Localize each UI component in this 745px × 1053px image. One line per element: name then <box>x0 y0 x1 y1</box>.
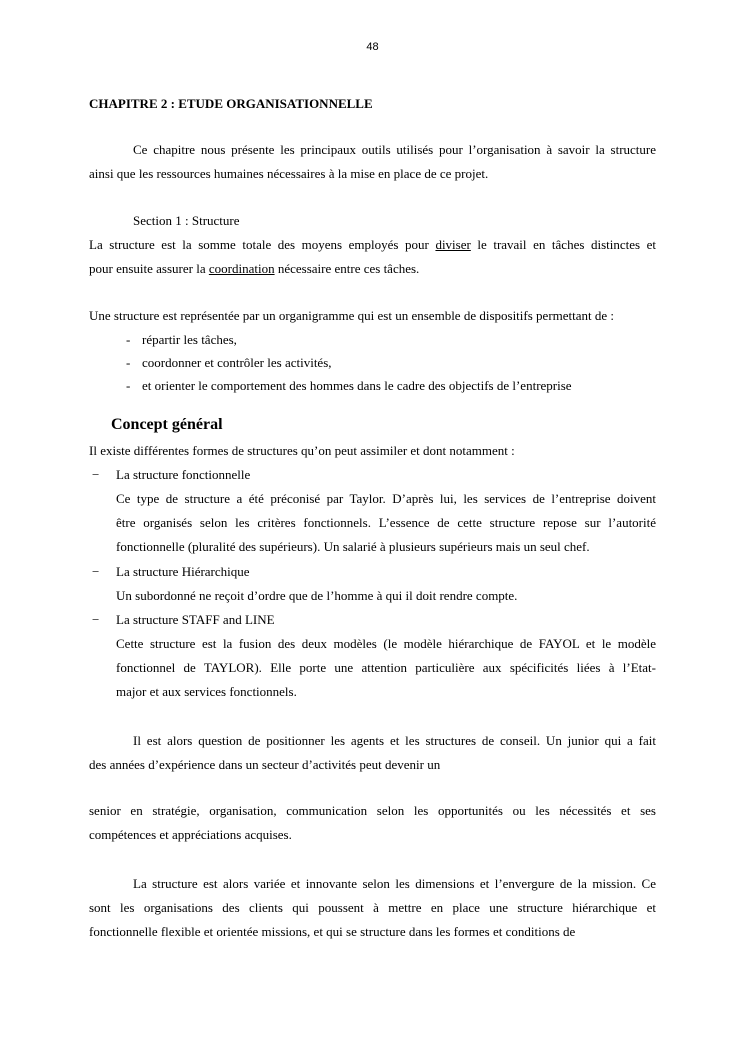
definition-text-b: le travail en tâches distinctes et <box>477 237 656 252</box>
agents-line-1: Il est alors question de positionner les agents et les structures de conseil. Un junior qui a fait <box>133 733 656 748</box>
underlined-term-diviser: diviser <box>435 237 471 252</box>
list-item: coordonner et contrôler les activités, <box>142 355 332 370</box>
definition-line-1 <box>89 237 656 253</box>
structure-description-line: fonctionnelle (pluralité des supérieurs). Un salarié à plusieurs supérieurs mais un seul chef. <box>116 539 590 554</box>
agents-line-2: des années d’expérience dans un secteur d’activités peut devenir un <box>89 757 441 772</box>
list-marker: - <box>126 355 131 370</box>
bullet-marker: − <box>92 467 100 482</box>
intro-line-2: ainsi que les ressources humaines nécessaires à la mise en place de ce projet. <box>89 166 489 181</box>
structure-type-title: La structure STAFF and LINE <box>116 612 275 627</box>
structure-description-line: Ce type de structure a été préconisé par Taylor. D’après lui, les services de l’entreprise doivent <box>116 491 656 506</box>
definition-text-a: La structure est la somme totale des moyens employés pour <box>89 237 429 252</box>
structure-description-line: fonctionnel de TAYLOR). Elle porte une attention particulière aux spécificités liées à l’Etat- <box>116 660 656 675</box>
structure-description-line: major et aux services fonctionnels. <box>116 684 297 699</box>
structure-line-2: sont les organisations des clients qui poussent à mettre en place une structure hiérarchique et <box>89 900 656 915</box>
definition-line-2 <box>89 261 656 277</box>
page-number: 48 <box>366 41 379 53</box>
structure-description-line: être organisés selon les critères fonctionnels. L’essence de cette structure repose sur l’autorité <box>116 515 656 530</box>
section-title: Section 1 : Structure <box>133 213 240 228</box>
list-item: répartir les tâches, <box>142 332 237 347</box>
list-marker: - <box>126 332 131 347</box>
list-item: et orienter le comportement des hommes dans le cadre des objectifs de l’entreprise <box>142 378 572 393</box>
structure-line-1: La structure est alors variée et innovante selon les dimensions et l’envergure de la mission. Ce <box>133 876 656 891</box>
list-marker: - <box>126 378 131 393</box>
bullet-marker: − <box>92 612 100 627</box>
structure-type-title: La structure Hiérarchique <box>116 564 250 579</box>
concept-intro: Il existe différentes formes de structures qu’on peut assimiler et dont notamment : <box>89 443 515 458</box>
definition-text-c: pour ensuite assurer la <box>89 261 206 276</box>
intro-line-1: Ce chapitre nous présente les principaux outils utilisés pour l’organisation à savoir la structure <box>133 142 656 157</box>
concept-heading: Concept général <box>111 416 223 433</box>
organigram-intro: Une structure est représentée par un organigramme qui est un ensemble de dispositifs permettant de : <box>89 308 615 323</box>
senior-line-2: compétences et appréciations acquises. <box>89 827 292 842</box>
structure-description-line: Cette structure est la fusion des deux modèles (le modèle hiérarchique de FAYOL et le modèle <box>116 636 656 651</box>
definition-text-d: nécessaire entre ces tâches. <box>277 261 420 276</box>
bullet-marker: − <box>92 564 100 579</box>
structure-line-3: fonctionnelle flexible et orientée missions, et qui se structure dans les formes et conditions de <box>89 924 576 939</box>
structure-description-line: Un subordonné ne reçoit d’ordre que de l’homme à qui il doit rendre compte. <box>116 588 518 603</box>
structure-type-title: La structure fonctionnelle <box>116 467 251 482</box>
chapter-title: CHAPITRE 2 : ETUDE ORGANISATIONNELLE <box>89 96 373 111</box>
underlined-term-coordination: coordination <box>208 261 275 276</box>
senior-line-1: senior en stratégie, organisation, communication selon les opportunités ou les nécessités et ses <box>89 803 656 818</box>
